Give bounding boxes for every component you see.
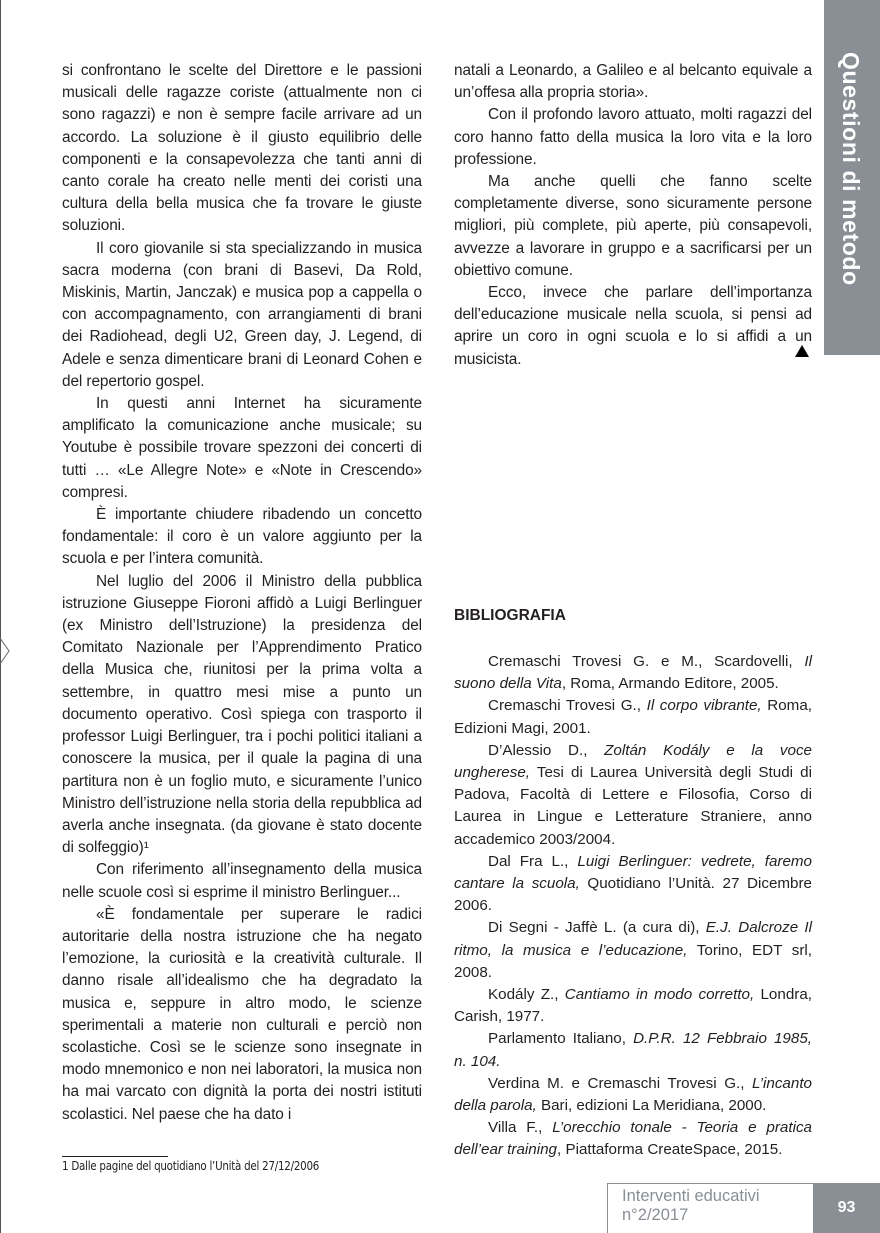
left-column-paragraph: Con riferimento all’insegnamento della musica nelle scuole così si esprime il ministro Berlinguer... (62, 861, 422, 901)
bibliography-details: , Roma, Armando Editore, 2005. (561, 675, 779, 693)
bibliography-entry (454, 851, 812, 918)
bibliography-title: Luigi Berlinguer: vedrete, faremo cantare la scuola, (454, 852, 812, 893)
footer-issue: n°2/2017 (622, 1206, 689, 1224)
bibliography-details: Tesi di Laurea Università degli Studi di Padova, Facoltà di Lettere e Filosofia, Corso di Laurea in Lingue e Letterature Straniere, anno accademico 2003/2004. (454, 764, 812, 848)
bibliography-author: Cremaschi Trovesi G. e M., Scardovelli, (488, 653, 805, 670)
footer-publication (607, 1183, 813, 1233)
bibliography-title: Cantiamo in modo corretto, (564, 986, 755, 1004)
bibliography-author: D’Alessio D., (488, 741, 605, 759)
bibliography-author: Kodály Z., (488, 986, 565, 1004)
right-column-paragraph: natali a Leonardo, a Galileo e al belcanto equivale a un’offesa alla propria storia». (454, 62, 812, 102)
footnote: 1 Dalle pagine del quotidiano l’Unità del 27/12/2006 (62, 1159, 320, 1173)
left-column (62, 60, 422, 1126)
bibliography-author: Villa F., (488, 1119, 553, 1137)
right-column (454, 60, 812, 371)
bibliography-details: Quotidiano l’Unità. 27 Dicembre 2006. (454, 875, 812, 915)
right-column-paragraph: Con il profondo lavoro attuato, molti ragazzi del coro hanno fatto della musica la loro vita e la loro professione. (454, 106, 812, 168)
bibliography-author: Di Segni - Jaffè L. (a cura di), (488, 919, 706, 937)
bibliography-title: Il suono della Vita (454, 653, 812, 693)
bibliography-entry (454, 1028, 812, 1072)
bibliography-title: L’orecchio tonale - Teoria e pratica dell’ear training (454, 1119, 812, 1159)
bibliography-heading: BIBLIOGRAFIA (454, 607, 566, 624)
bibliography-entry (454, 695, 812, 739)
bibliography-entry (454, 740, 812, 851)
bibliography-list (454, 651, 812, 1162)
bibliography-title: Il corpo vibrante, (646, 697, 762, 715)
bibliography-entry (454, 917, 812, 984)
bibliography-entry (454, 651, 812, 695)
left-column-paragraph: «È fondamentale per superare le radici autoritarie della nostra istruzione che ha negato l’emozione, la curiosità e la creatività culturale. Il danno risale all’idealismo che ha degradato la musica e, seppure in altro modo, le scienze sperimentali a materie non culturali e perciò non scolastiche. Così se le scienze sono insegnate in modo mnemonico e non nei laboratori, la musica non ha mai varcato con dignità la porta dei nostri istituti scolastici. Nel paese che ha dato i (62, 905, 422, 1123)
left-column-paragraph: Nel luglio del 2006 il Ministro della pubblica istruzione Giuseppe Fioroni affidò a Luigi Berlinguer (ex Ministro dell’Istruzione) la presidenza del Comitato Nazionale per l’Apprendimento Pratico della Musica che, riunitosi per la prima volta a settembre, in quattro mesi mise a punto un documento operativo. Così spiega con trasporto il professor Luigi Berlinguer, tra i pochi politici italiani a conoscere la musica, per il quale la pagina di una partitura non è un foglio muto, e sicuramente l’unico Ministro dell’istruzione nella storia della repubblica ad averla anche insegnata. (da giovane è stato docente di solfeggio)¹ (62, 572, 422, 857)
bibliography-details: Londra, Carish, 1977. (454, 986, 812, 1026)
bibliography-details: , Piattaforma CreateSpace, 2015. (557, 1141, 783, 1159)
bibliography-author: Cremaschi Trovesi G., (488, 697, 647, 715)
bibliography-details: Bari, edizioni La Meridiana, 2000. (536, 1097, 767, 1115)
footnote-divider (62, 1156, 168, 1157)
right-column-paragraph: Ecco, invece che parlare dell’importanza dell’educazione musicale nella scuola, si pensi ad aprire un coro in ogni scuola e lo si affidi a un musicista. (454, 284, 812, 368)
end-of-article-triangle-icon (795, 345, 809, 357)
bibliography-author: Dal Fra L., (488, 852, 578, 870)
bibliography-entry (454, 984, 812, 1028)
footer-magazine-title: Interventi educativi (622, 1187, 760, 1205)
chevron-right-icon (0, 638, 10, 664)
bibliography-details: Torino, EDT srl, 2008. (454, 941, 812, 981)
bibliography-title: Zoltán Kodály e la voce ungherese, (454, 741, 812, 782)
bibliography-title: E.J. Dalcroze Il ritmo, la musica e l’educazione, (454, 919, 813, 959)
right-column-paragraph: Ma anche quelli che fanno scelte completamente diverse, sono sicuramente persone migliori, più complete, più aperte, più consapevoli, avvezze a lavorare in gruppo e a sacrificarsi per un obiettivo comune. (454, 173, 812, 279)
bibliography-title: D.P.R. 12 Febbraio 1985, n. 104. (454, 1030, 812, 1070)
bibliography-author: Parlamento Italiano, (488, 1030, 634, 1048)
bibliography-title: L’incanto della parola, (454, 1074, 812, 1115)
bibliography-details: Roma, Edizioni Magi, 2001. (454, 697, 812, 737)
left-column-paragraph: Il coro giovanile si sta specializzando in musica sacra moderna (con brani di Basevi, Da Rold, Miskinis, Martin, Janczak) e musica pop a cappella o con accompagnamento, con arrangiamenti di brani dei Radiohead, degli U2, Green day, J. Legend, di Adele e senza dimenticare brani di Leonard Cohen e del repertorio gospel. (62, 239, 422, 390)
bibliography-entry (454, 1073, 812, 1117)
left-column-paragraph: si confrontano le scelte del Direttore e le passioni musicali delle ragazze coriste (attualmente non ci sono ragazzi) e non è sempre facile arrivare ad un accordo. La soluzione è il giusto equilibrio delle componenti e la consapevolezza che tanti anni di canto corale ha creato nelle menti dei coristi una cultura della bella musica che fa trovare le giuste soluzioni. (62, 62, 422, 235)
section-tab-label: Questioni di metodo (838, 52, 864, 286)
bibliography-author: Verdina M. e Cremaschi Trovesi G., (488, 1074, 753, 1092)
left-column-paragraph: In questi anni Internet ha sicuramente amplificato la comunicazione anche musicale; su Youtube è possibile trovare spezzoni dei concerti di tutti … «Le Allegre Note» e «Note in Crescendo» compresi. (62, 395, 422, 501)
bibliography-entry (454, 1117, 812, 1161)
page-left-edge (0, 0, 1, 1233)
left-column-paragraph: È importante chiudere ribadendo un concetto fondamentale: il coro è un valore aggiunto per la scuola e per l’intera comunità. (62, 506, 422, 568)
page-number: 93 (813, 1183, 880, 1233)
